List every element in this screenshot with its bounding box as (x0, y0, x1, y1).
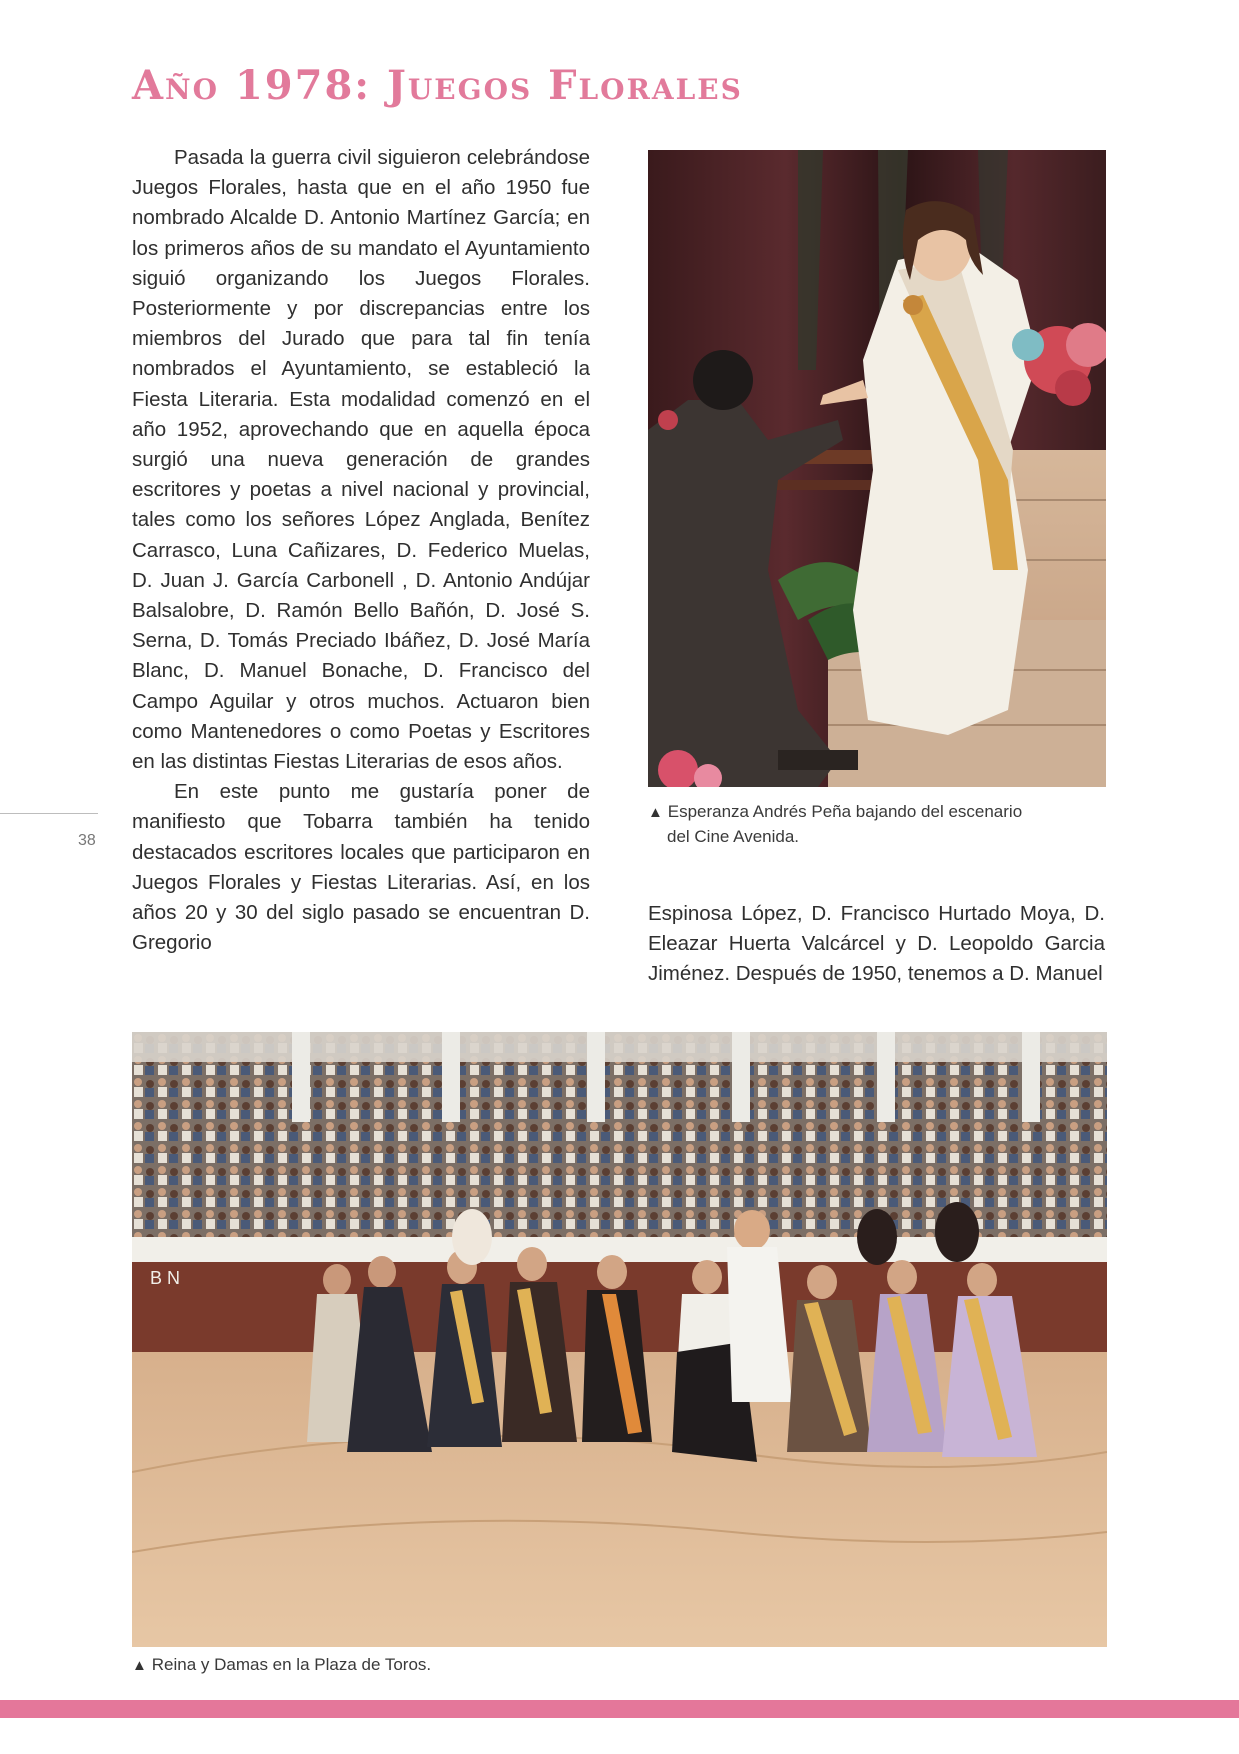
triangle-marker-icon: ▲ (648, 804, 663, 821)
text-column-right (648, 899, 1105, 990)
margin-rule (0, 813, 98, 814)
caption-text: del Cine Avenida. (667, 827, 800, 846)
barrier-letters: B N (150, 1268, 181, 1288)
text-column-left (132, 143, 590, 958)
footer-bar (0, 1700, 1239, 1718)
photo-caption (648, 800, 1088, 849)
caption-text: Esperanza Andrés Peña bajando del escenario (667, 802, 1023, 821)
photo-queen-stage (648, 150, 1106, 787)
paragraph: Pasada la guerra civil siguieron celebrándose Juegos Florales, hasta que en el año 1950 fue nombrado Alcalde D. Antonio Martínez García; en los primeros años de su mandato el Ayuntamiento siguió organizando los Juegos Florales. Posteriormente y por discrepancias entre los miembros del Jurado que para tal fin tenía nombrados el Ayuntamiento, se estableció la Fiesta Literaria. Esta modalidad comenzó en el año 1952, aprovechando que en aquella época surgió una nueva generación de grandes escritores y poetas a nivel nacional y provincial, tales como los señores López Anglada, Benítez Carrasco, Luna Cañizares, D. Federico Muelas, D. Juan J. García Carbonell , D. Antonio Andújar Balsalobre, D. Ramón Bello Bañón, D. José S. Serna, D. Tomás Preciado Ibáñez, D. José María Blanc, D. Manuel Bonache, D. Francisco del Campo Aguilar y otros muchos. Actuaron bien como Mantenedores o como Poetas y Escritores en las distintas Fiestas Literarias de esos años. (132, 146, 590, 774)
page-number: 38 (78, 832, 96, 849)
paragraph: Espinosa López, D. Francisco Hurtado Moya, D. Eleazar Huerta Valcárcel y D. Leopoldo Garcia Jiménez. Después de 1950, tenemos a D. Manuel (648, 902, 1105, 986)
page-title: Año 1978: Juegos Florales (132, 62, 743, 109)
photo-bullring-parade (132, 1032, 1107, 1647)
triangle-marker-icon: ▲ (132, 1657, 147, 1674)
paragraph: En este punto me gustaría poner de manifiesto que Tobarra también ha tenido destacados escritores locales que participaron en Juegos Florales y Fiestas Literarias. Así, en los años 20 y 30 del siglo pasado se encuentran D. Gregorio (132, 780, 590, 955)
photo-caption (132, 1653, 431, 1678)
caption-text: Reina y Damas en la Plaza de Toros. (151, 1655, 432, 1674)
